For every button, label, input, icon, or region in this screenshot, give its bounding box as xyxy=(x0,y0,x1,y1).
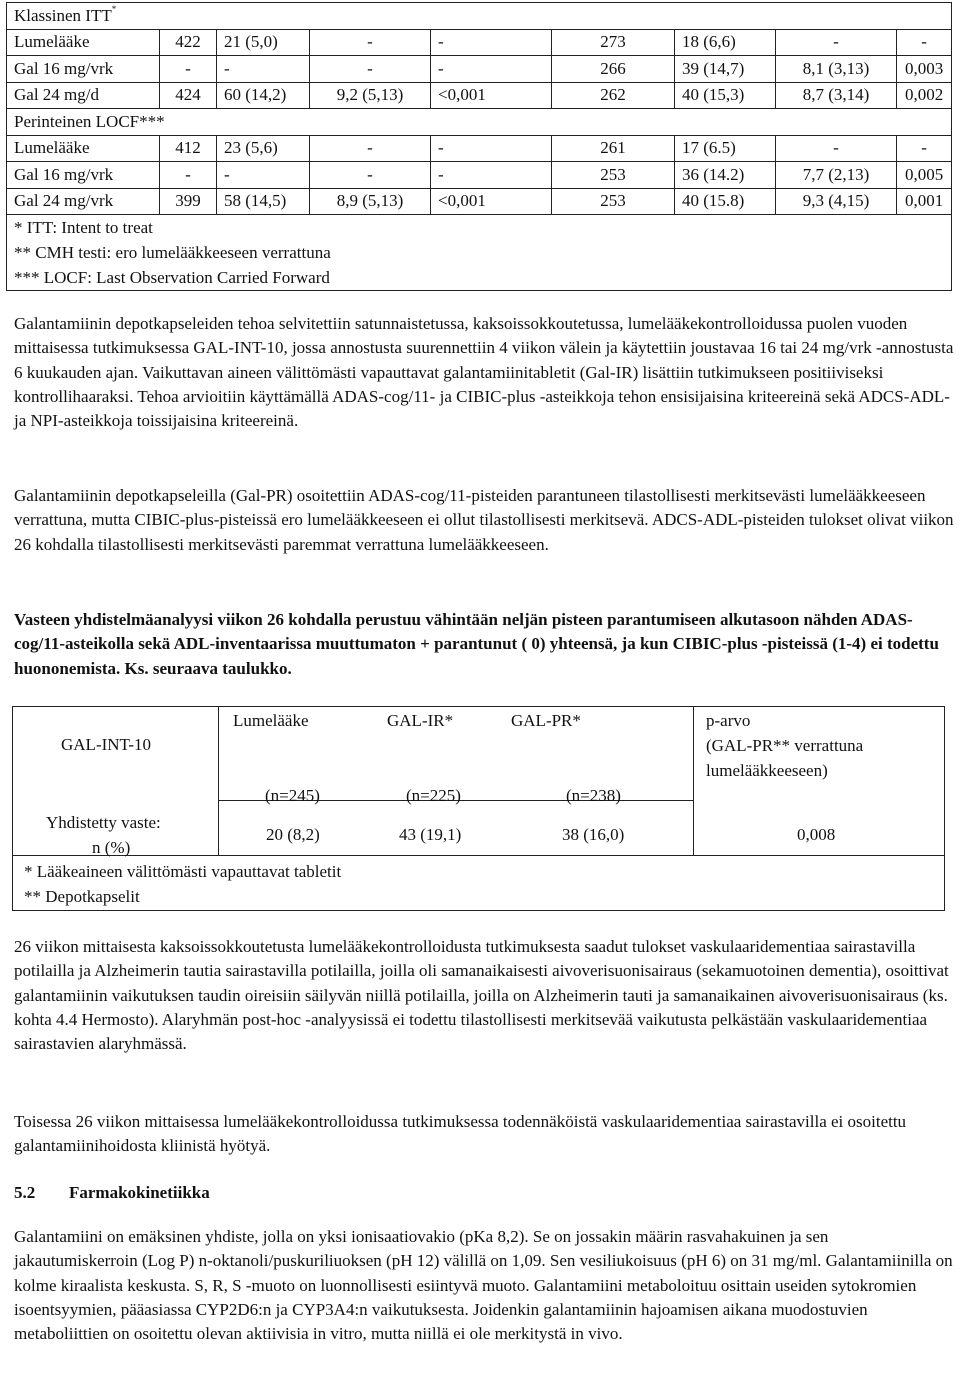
table-footnote: ** CMH testi: ero lumelääkkeeseen verrattuna xyxy=(14,242,331,262)
table-cell: 0,002 xyxy=(897,82,952,109)
section-title: Farmakokinetiikka xyxy=(69,1183,210,1202)
table-cell: 8,9 (5,13) xyxy=(310,188,431,215)
n-gal-pr: (n=238) xyxy=(566,786,621,805)
table-footnote: *** LOCF: Last Observation Carried Forward xyxy=(14,267,330,287)
table-cell: 253 xyxy=(552,188,675,215)
table-cell: 39 (14,7) xyxy=(675,56,776,83)
paragraph-pharmacokinetics: Galantamiini on emäksinen yhdiste, jolla on yksi ionisaatiovakio (pKa 8,2). Se on jossakin määrin rasvahakuinen ja sen jakautumiskerroin (Log P) n-oktanoli/puskuriliuoksen (pH 12) välillä on 1,09. Sen vesiliukoisuus (pH 6) on 31 mg/ml. Galantamiinilla on kolme kiraalista keskusta. S, R, S -muoto on luonnollisesti esiintyvä muoto. Galantamiini metaboloituu osittain useiden sytokromien isoentsyymien, pääasiassa CYP2D6:n ja CYP3A4:n vaikutuksesta. Joidenkin galantamiinin hajoamisen aikana muodostuvien metaboliittien on osoitettu olevan aktiivisia in vitro, mutta niillä ei ole merkitystä in vivo. xyxy=(14,1227,953,1344)
table-cell: 0,003 xyxy=(897,56,952,83)
table-cell: - xyxy=(431,56,552,83)
table-row xyxy=(7,29,952,56)
paragraph-gal-pr-results: Galantamiinin depotkapseleilla (Gal-PR) osoitettiin ADAS-cog/11-pisteiden parantuneen tilastollisesti merkitsevästi lumelääkkeeseen verrattuna, mutta CIBIC-plus-pisteissä ero lumelääkkeeseen ei ollut tilastollisesti merkitsevä. ADCS-ADL-pisteiden tulokset olivat viikon 26 kohdalla tilastollisesti merkitsevästi paremmat verrattuna lumelääkkeeseen. xyxy=(14,486,954,554)
table-cell: 17 (6.5) xyxy=(675,135,776,162)
n-gal-ir: (n=225) xyxy=(406,786,461,805)
value-p-arvo: 0,008 xyxy=(797,825,836,844)
table-cell: <0,001 xyxy=(431,82,552,109)
table-cell: - xyxy=(217,162,310,189)
table-cell: - xyxy=(776,135,897,162)
section-number: 5.2 xyxy=(14,1183,36,1202)
row-label: Lumelääke xyxy=(7,29,160,56)
results-table-body xyxy=(7,3,952,291)
header-p-arvo-line3: lumelääkkeeseen) xyxy=(706,761,828,780)
value-gal-ir: 43 (19,1) xyxy=(399,825,462,844)
table-footnote-row xyxy=(7,265,952,291)
table-footnote-row xyxy=(7,215,952,241)
table-cell: 7,7 (2,13) xyxy=(776,162,897,189)
section-label-text: Klassinen ITT xyxy=(14,5,112,25)
table-row xyxy=(7,135,952,162)
table-row xyxy=(7,56,952,83)
table-section-row xyxy=(7,3,952,30)
table-cell: - xyxy=(217,56,310,83)
table-cell: 58 (14,5) xyxy=(217,188,310,215)
table-cell: - xyxy=(310,135,431,162)
header-gal-ir: GAL-IR* xyxy=(387,711,454,730)
table-cell: 262 xyxy=(552,82,675,109)
table-cell: 399 xyxy=(160,188,217,215)
table-cell: 21 (5,0) xyxy=(217,29,310,56)
table-cell: - xyxy=(310,29,431,56)
paragraph-second-study: Toisessa 26 viikon mittaisessa lumelääkekontrolloidussa tutkimuksessa todennäköistä vaskulaaridementiaa sairastavilla ei osoitettu galantamiinihoidosta kliinistä hyötyä. xyxy=(14,1112,907,1156)
paragraph-response-analysis: Vasteen yhdistelmäanalyysi viikon 26 kohdalla perustuu vähintään neljän pisteen parantumiseen alkutasoon nähden ADAS-cog/11-asteikolla sekä ADL-inventaarissa muuttumaton + parantunut ( 0) yhteensä, ja kun CIBIC-plus -pisteissä (1-4) ei todettu huononemista. Ks. seuraava taulukko. xyxy=(14,610,939,678)
table-cell: - xyxy=(310,162,431,189)
paragraph-gal-int-10: Galantamiinin depotkapseleiden tehoa selvitettiin satunnaistetussa, kaksoissokkoutetussa, lumelääkekontrolloidussa puolen vuoden mittaisessa tutkimuksessa GAL-INT-10, jossa annostusta suurennettiin 4 viikon välein ja käytettiin joustavaa 16 tai 24 mg/vrk -annostusta 6 kuukauden ajan. Vaikuttavan aineen välittömästi vapauttavat galantamiinitabletit (Gal-IR) lisättiin tutkimukseen positiiviseksi kontrollihaaraksi. Tehoa arvioitiin käyttämällä ADAS-cog/11- ja CIBIC-plus -asteikkoja tehon ensisijaisina kriteereinä sekä ADCS-ADL- ja NPI-asteikkoja toissijaisina kriteereinä. xyxy=(14,314,954,431)
row-label: Gal 16 mg/vrk xyxy=(7,56,160,83)
header-gal-pr: GAL-PR* xyxy=(511,711,581,730)
table-cell: 0,005 xyxy=(897,162,952,189)
section-heading xyxy=(14,1183,210,1203)
table-cell: 261 xyxy=(552,135,675,162)
table-cell: - xyxy=(310,56,431,83)
table-cell: 266 xyxy=(552,56,675,83)
table-cell: 422 xyxy=(160,29,217,56)
table-cell: 36 (14.2) xyxy=(675,162,776,189)
section-label-sup: * xyxy=(111,3,117,14)
table-cell: 8,7 (3,14) xyxy=(776,82,897,109)
table-cell: - xyxy=(776,29,897,56)
results-table xyxy=(6,2,952,291)
section-label xyxy=(7,109,952,136)
table-section-row xyxy=(7,109,952,136)
table-cell: 9,2 (5,13) xyxy=(310,82,431,109)
value-lumelaake: 20 (8,2) xyxy=(266,825,320,844)
table-cell: 18 (6,6) xyxy=(675,29,776,56)
table-row xyxy=(7,162,952,189)
table-cell: 412 xyxy=(160,135,217,162)
header-p-arvo: p-arvo xyxy=(706,711,751,730)
table-row xyxy=(7,188,952,215)
row-label: Gal 24 mg/vrk xyxy=(7,188,160,215)
header-p-arvo-line2: (GAL-PR** verrattuna xyxy=(706,736,864,755)
section-label-text: Perinteinen LOCF*** xyxy=(14,111,165,131)
row-label: Gal 16 mg/vrk xyxy=(7,162,160,189)
table-row xyxy=(7,82,952,109)
table-footnote-row xyxy=(7,240,952,265)
table-cell: - xyxy=(897,29,952,56)
table-cell: - xyxy=(431,135,552,162)
table-cell: 253 xyxy=(552,162,675,189)
table-cell: 8,1 (3,13) xyxy=(776,56,897,83)
table-cell: - xyxy=(160,162,217,189)
table2-footnote-1: * Lääkeaineen välittömästi vapauttavat tabletit xyxy=(24,862,342,881)
row-label-n-percent: n (%) xyxy=(92,838,131,857)
section-label xyxy=(7,3,952,30)
table-cell: - xyxy=(431,29,552,56)
table-cell: 0,001 xyxy=(897,188,952,215)
table-cell: - xyxy=(160,56,217,83)
table-cell: 40 (15.8) xyxy=(675,188,776,215)
study-name: GAL-INT-10 xyxy=(61,735,152,754)
row-label: Lumelääke xyxy=(7,135,160,162)
row-label-combined-response: Yhdistetty vaste: xyxy=(46,813,161,832)
table-cell: - xyxy=(431,162,552,189)
table-cell: 424 xyxy=(160,82,217,109)
table-cell: 9,3 (4,15) xyxy=(776,188,897,215)
paragraph-vascular-dementia: 26 viikon mittaisesta kaksoissokkoutetusta lumelääkekontrolloidusta tutkimuksesta saadut tulokset vaskulaaridementiaa sairastavilla potilailla ja Alzheimerin tautia sairastavilla potilailla, joilla oli samanaikaisesti aivoverisuonisairaus (sekamuotoinen dementia), osoittivat galantamiinin vaikutuksen taudin oireisiin säilyvän niillä potilailla, joilla on Alzheimerin tauti ja samanaikainen aivoverisuonisairaus (ks. kohta 4.4 Hermosto). Alaryhmän post-hoc -analyysissä ei todettu tilastollisesti merkitsevää vaikutusta pelkästään vaskulaaridementiaa sairastavien alaryhmässä. xyxy=(14,937,949,1054)
combined-response-table xyxy=(12,706,945,911)
value-gal-pr: 38 (16,0) xyxy=(562,825,625,844)
n-lumelaake: (n=245) xyxy=(265,786,320,805)
table-cell: - xyxy=(897,135,952,162)
table-cell: 40 (15,3) xyxy=(675,82,776,109)
table-cell: 23 (5,6) xyxy=(217,135,310,162)
row-label: Gal 24 mg/d xyxy=(7,82,160,109)
table-cell: <0,001 xyxy=(431,188,552,215)
table-cell: 60 (14,2) xyxy=(217,82,310,109)
table-footnote: * ITT: Intent to treat xyxy=(7,215,952,241)
table-cell: 273 xyxy=(552,29,675,56)
header-lumelaake: Lumelääke xyxy=(233,711,309,730)
table2-footnote-2: ** Depotkapselit xyxy=(24,887,140,906)
